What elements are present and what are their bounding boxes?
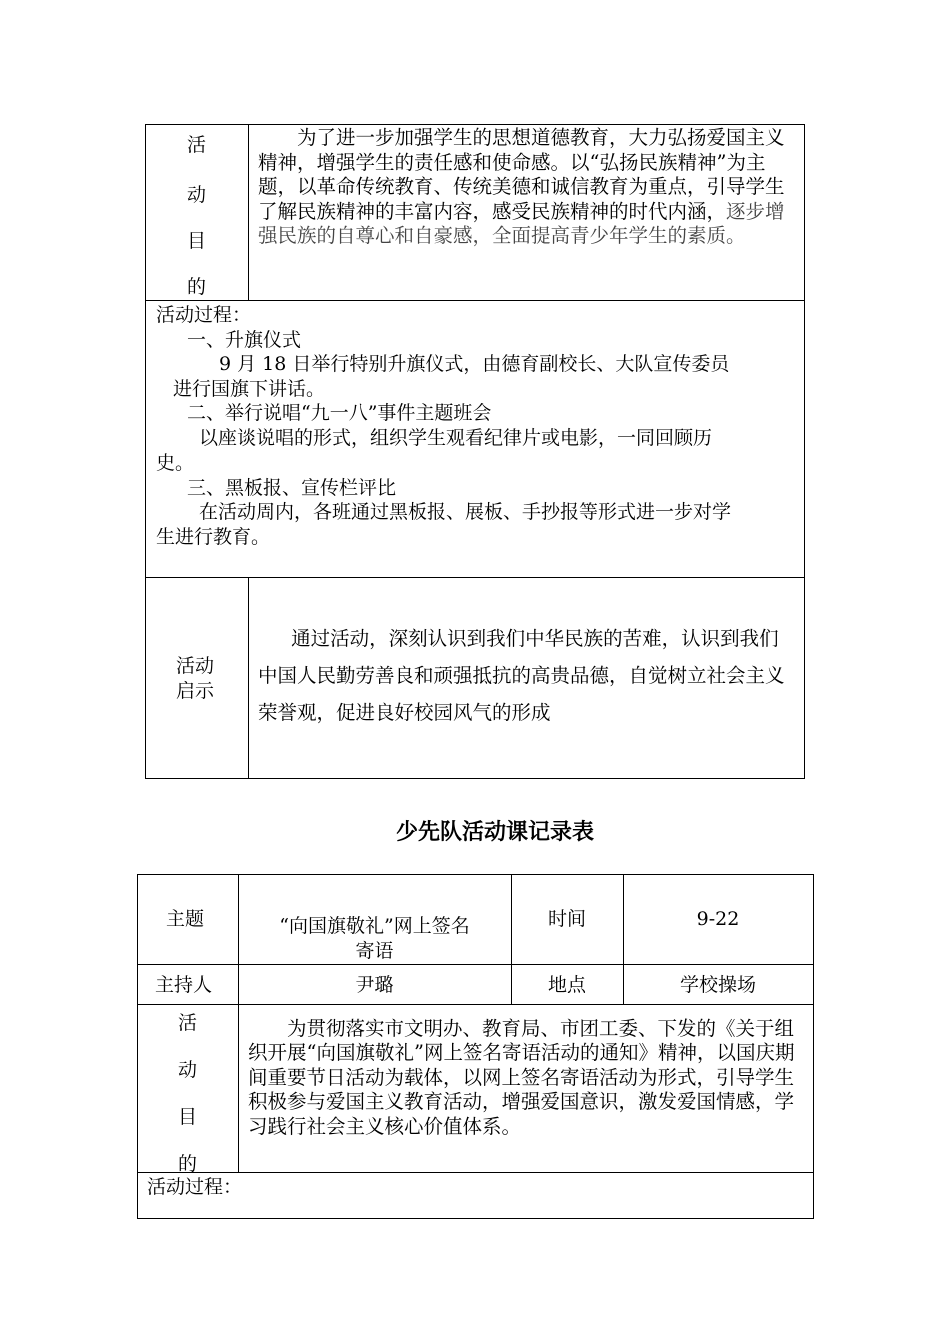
- purpose-label-char: 动: [187, 184, 207, 206]
- process-section-1-text: 9 月 18 日举行特别升旗仪式，由德育副校长、大队宣传委员: [219, 353, 730, 375]
- activity-purpose-text: [258, 126, 798, 249]
- time-value: 9-22: [696, 908, 740, 930]
- purpose-text-tail: 逐步增 强民族的自尊心和自豪感，全面提高青少年学生的素质。: [258, 199, 785, 248]
- process-section-1-text-cont: 进行国旗下讲话。: [173, 378, 326, 400]
- activity-purpose-text: 为贯彻落实市文明办、教育局、市团工委、下发的《关于组织开展“向国旗敬礼”网上签名寄语活动的通知》精神，以国庆期间重要节日活动为载体，以网上签名寄语活动为形式，引导学生积极参与爱国主义教育活动，增强爱国意识，激发爱国情感，学习践行社会主义核心价值体系。: [248, 1017, 795, 1138]
- purpose-label-char: 动: [178, 1059, 198, 1081]
- inspiration-text: 通过活动，深刻认识到我们中华民族的苦难，认识到我们中国人民勤劳善良和顽强抵抗的高贵品德，自觉树立社会主义荣誉观，促进良好校园风气的形成: [258, 627, 785, 724]
- process-section-3-text: 在活动周内，各班通过黑板报、展板、手抄报等形式进一步对学: [199, 501, 732, 523]
- purpose-label-char: 的: [178, 1153, 198, 1175]
- table-border: [137, 1218, 814, 1219]
- table-border: [804, 124, 805, 779]
- purpose-label-char: 活: [178, 1012, 198, 1034]
- table-border: [145, 124, 146, 779]
- host-value: 尹璐: [355, 974, 394, 996]
- section-title: [0, 815, 950, 846]
- host-label: 主持人: [155, 974, 213, 996]
- place-label: 地点: [547, 974, 586, 996]
- purpose-text-main: 为了进一步加强学生的思想道德教育，大力弘扬爱国主义精神，增强学生的责任感和使命感。以“弘扬民族精神”为主题，以革命传统教育、传统美德和诚信教育为重点，引导学生了解民族精神的丰富内容，感受民族精神的时代内涵，: [258, 126, 785, 223]
- process-section-3-title: 三、黑板报、宣传栏评比: [187, 477, 397, 499]
- purpose-label-char: 的: [187, 276, 207, 298]
- table-border: [248, 124, 249, 301]
- process-section-2-text-cont: 史。: [156, 452, 195, 474]
- section-title-text: 少先队活动课记录表: [395, 820, 594, 845]
- table-border: [813, 874, 814, 1219]
- theme-value: “向国旗敬礼”网上签名: [279, 915, 470, 937]
- process-heading: 活动过程：: [156, 304, 252, 326]
- table-border: [145, 577, 805, 578]
- table-border: [137, 874, 138, 1219]
- process-heading: 活动过程：: [147, 1176, 243, 1198]
- process-section-2-text: 以座谈说唱的形式，组织学生观看纪律片或电影，一同回顾历: [199, 427, 713, 449]
- process-section-2-title: 二、举行说唱“九一八”事件主题班会: [187, 402, 492, 424]
- purpose-label-char: 目: [187, 230, 207, 252]
- purpose-label-char: 目: [178, 1106, 198, 1128]
- theme-value-cont: 寄语: [355, 940, 394, 962]
- table-border: [145, 778, 805, 779]
- purpose-label-char: 活: [187, 134, 207, 156]
- table-border: [248, 577, 249, 779]
- inspiration-label: 活动: [176, 655, 215, 677]
- process-section-1-title: 一、升旗仪式: [187, 329, 302, 351]
- theme-label: 主题: [166, 908, 205, 930]
- table-border: [145, 300, 805, 301]
- process-section-3-text-cont: 生进行教育。: [156, 526, 271, 548]
- time-label: 时间: [547, 908, 586, 930]
- table-border: [145, 124, 805, 125]
- place-value: 学校操场: [679, 974, 756, 996]
- inspiration-label-cont: 启示: [176, 680, 215, 702]
